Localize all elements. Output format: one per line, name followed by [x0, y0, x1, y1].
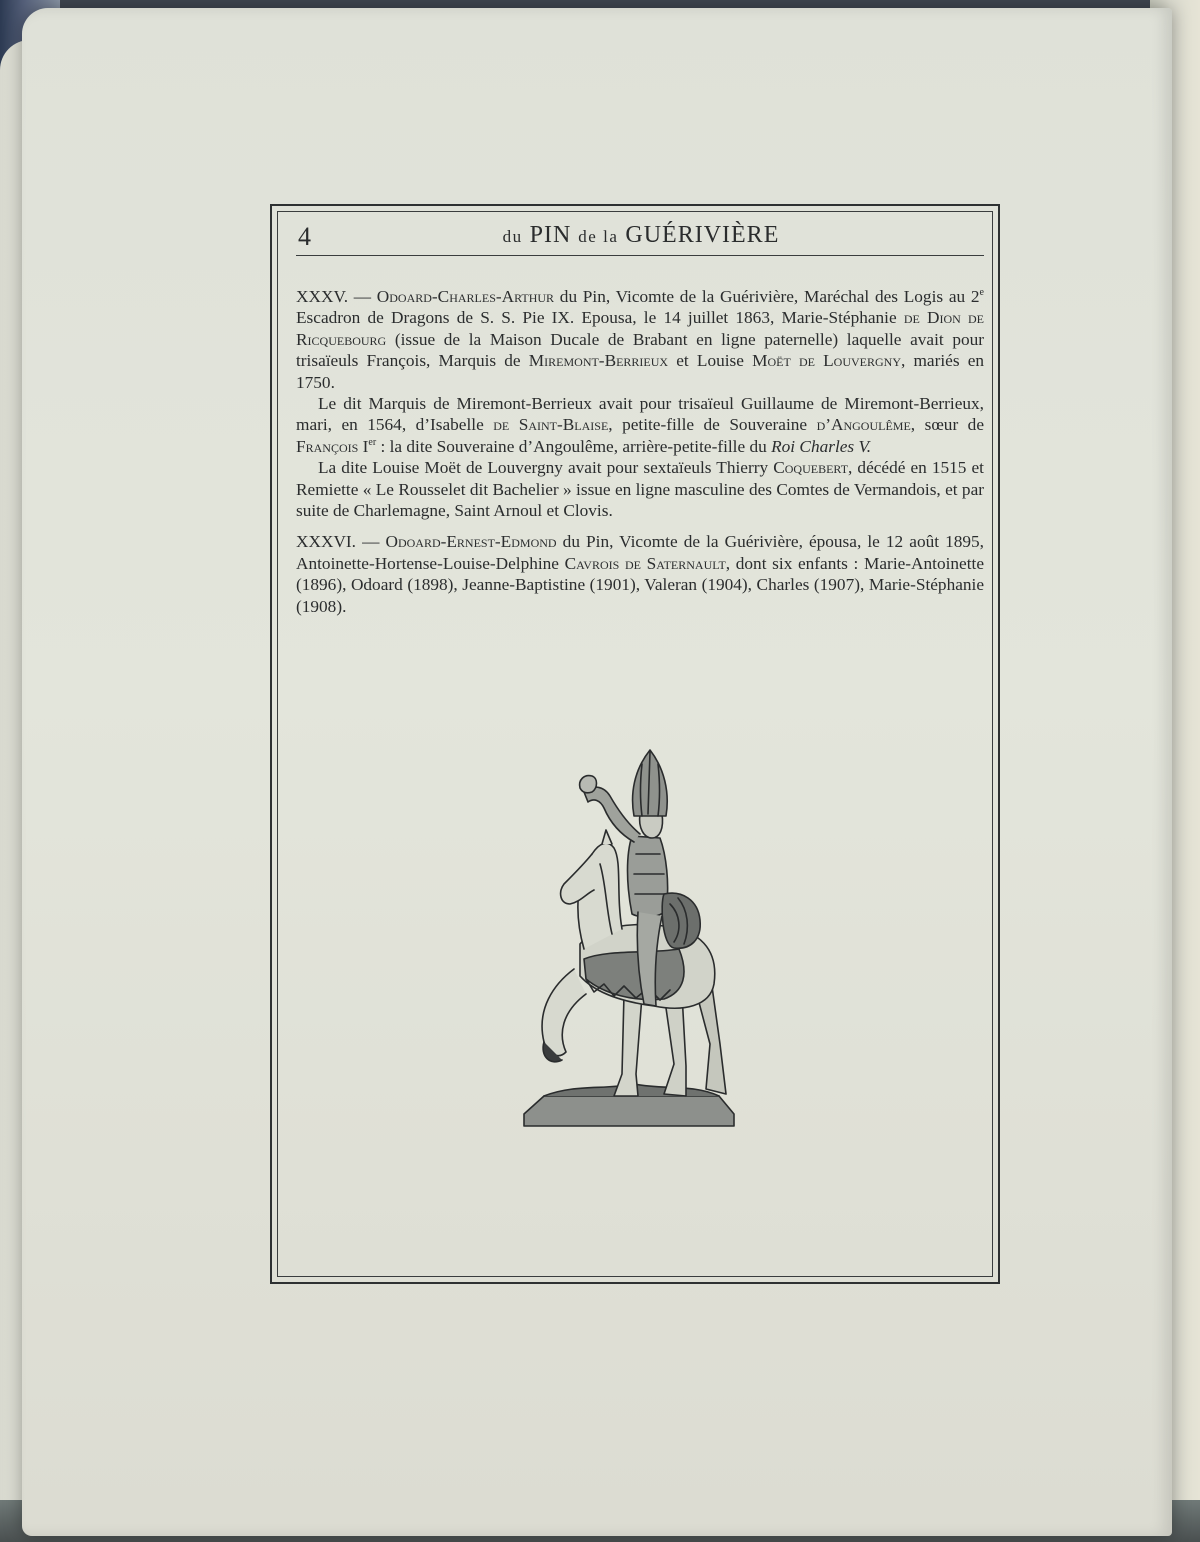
small-caps-name: Miremont-Berrieux: [528, 351, 669, 371]
entry-numeral: XXXVI. —: [296, 532, 380, 552]
italic-text: Roi Charles V.: [771, 436, 872, 456]
entry-text: , mariés en 1750.: [296, 351, 985, 392]
spouse-name: Cavrois de Saternault: [564, 553, 726, 573]
small-caps-name: d’Angoulême: [816, 415, 911, 435]
entry-text: (issue de la Maison Ducale de Brabant en ligne paternelle) laquelle avait pour trisaïeuls François, Marquis de: [296, 329, 984, 371]
running-head-part3: de la: [578, 227, 619, 246]
entry-text: du Pin, Vicomte de la Guérivière, épousa, le 12 août 1895, Antoinette-Hortense-Louise-Delphine: [296, 532, 984, 573]
page-frame: [270, 204, 1000, 1284]
book-page: [22, 8, 1172, 1536]
small-caps-name: Moët de Louvergny: [752, 351, 901, 371]
small-caps-name: Coquebert: [773, 458, 849, 478]
running-head: [298, 220, 984, 258]
paragraph-text: Le dit Marquis de Miremont-Berrieux avait pour trisaïeul Guillaume de Miremont-Berrieux, mari, en 1564, d’Isabelle: [296, 394, 984, 435]
genealogy-text: [296, 286, 984, 617]
entry-text: Escadron de Dragons de S. S. Pie IX. Epousa, le 14 juillet 1863, Marie-Stéphanie: [296, 308, 897, 328]
entry-name: Odoard-Ernest-Edmond: [385, 532, 557, 552]
superscript: e: [979, 287, 984, 299]
entry-xxxv: [296, 286, 984, 393]
running-head-rule: [296, 255, 984, 256]
knight-statuette-icon: [514, 744, 744, 1144]
running-head-part1: du: [502, 227, 523, 246]
small-caps-name: de Saint-Blaise: [493, 415, 609, 435]
entry-xxxvi: [296, 531, 984, 617]
spouse-name: de Dion de Ricquebourg: [296, 308, 984, 349]
paragraph-miremont: [296, 393, 984, 457]
paragraph-text: : la dite Souveraine d’Angoulême, arrière-petite-fille du: [380, 436, 767, 456]
small-caps-name: François I: [296, 436, 369, 456]
page-number: 4: [298, 222, 311, 251]
paragraph-text: La dite Louise Moët de Louvergny avait pour sextaïeuls Thierry: [318, 458, 769, 478]
running-head-title: [298, 222, 984, 249]
entry-text: du Pin, Vicomte de la Guérivière, Maréchal des Logis au 2: [559, 287, 980, 306]
entry-numeral: XXXV. —: [296, 287, 372, 306]
paragraph-text: , sœur de: [910, 415, 984, 435]
entry-text: , dont six enfants : Marie-Antoinette (1896), Odoard (1898), Jeanne-Baptistine (1901), Valeran (1904), Charles (1907), Marie-Stéphanie (1908).: [296, 553, 984, 616]
running-head-part2: PIN: [529, 222, 572, 248]
paragraph-text: , petite-fille de Souveraine: [608, 415, 808, 435]
paragraph-louvergny: [296, 457, 984, 521]
running-head-part4: GUÉRIVIÈRE: [625, 222, 780, 248]
superscript: er: [368, 437, 377, 449]
entry-name: Odoard-Charles-Arthur: [376, 287, 555, 306]
paragraph-text: , décédé en 1515 et Remiette « Le Rousselet dit Bachelier » issue en ligne masculine des Comtes de Vermandois, et par suite de Charlemagne, Saint Arnoul et Clovis.: [296, 458, 984, 521]
entry-text: et Louise: [676, 351, 744, 371]
